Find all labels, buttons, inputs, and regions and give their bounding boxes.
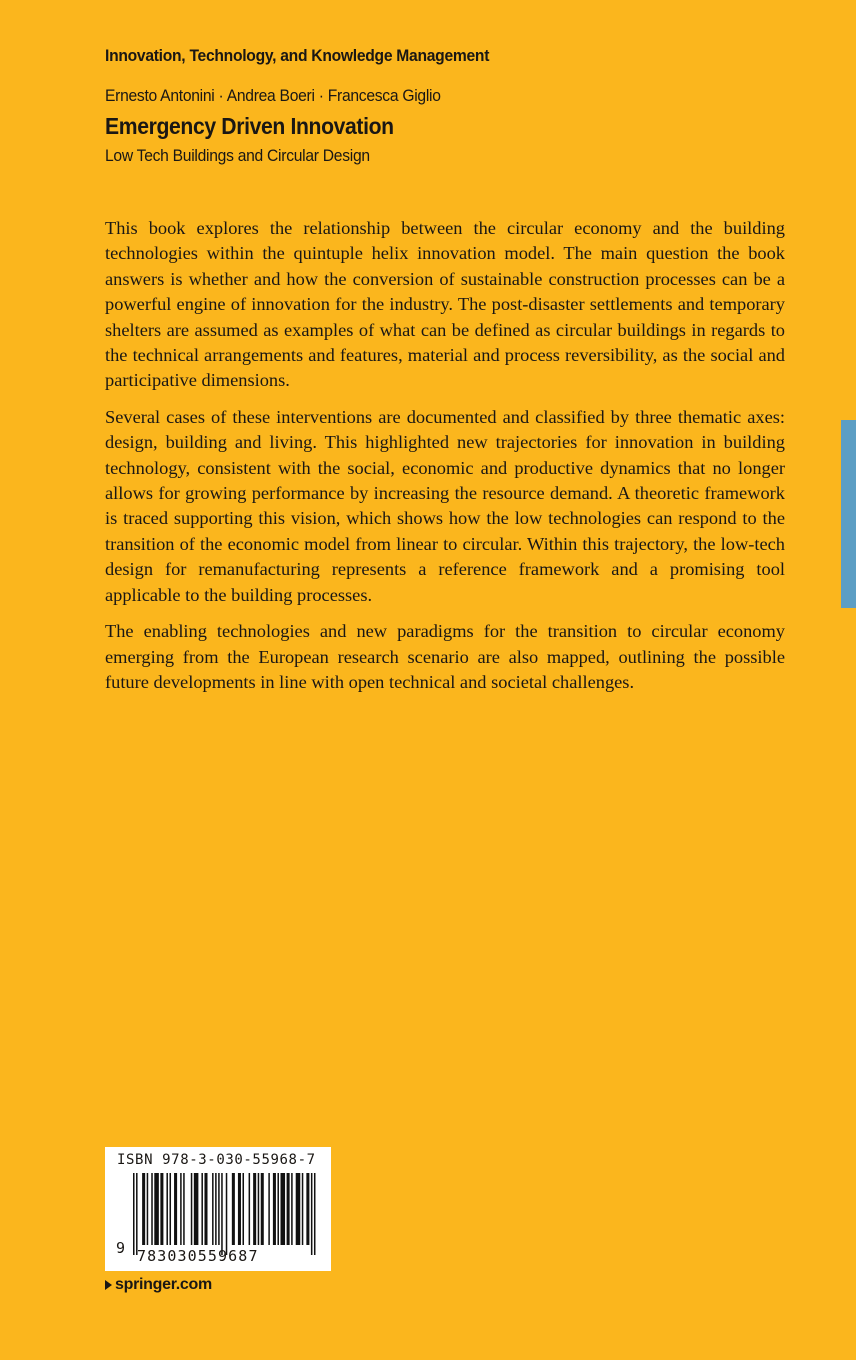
barcode-bar [273, 1173, 276, 1245]
barcode-bar [142, 1173, 145, 1245]
barcode-bar [147, 1173, 149, 1245]
barcode-bar [287, 1173, 290, 1245]
barcode-bar [154, 1173, 159, 1245]
barcode-bar [302, 1173, 304, 1245]
barcode-panel [105, 1147, 331, 1271]
spine-color-tab [841, 420, 856, 608]
barcode-image [133, 1173, 317, 1255]
arrow-right-icon [105, 1280, 112, 1290]
barcode-bar [170, 1173, 172, 1245]
book-subtitle: Low Tech Buildings and Circular Design [105, 146, 370, 165]
barcode-bar [314, 1173, 316, 1255]
barcode-bar [306, 1173, 309, 1245]
barcode-bar [249, 1173, 251, 1245]
barcode-digits: 783030559687 [137, 1247, 259, 1265]
barcode-bar [232, 1173, 235, 1245]
barcode-bar [201, 1173, 203, 1245]
publisher-url: springer.com [115, 1276, 212, 1293]
barcode-bar [238, 1173, 241, 1245]
barcode-bar [261, 1173, 264, 1245]
blurb-paragraph: The enabling technologies and new paradigms for the transition to circular economy emerging from the European research scenario are also mapped, outlining the possible future developments in line with open technical and societal challenges. [105, 621, 785, 692]
barcode-bar [253, 1173, 256, 1245]
barcode-bar [268, 1173, 270, 1245]
barcode-bar [218, 1173, 220, 1245]
barcode-bar [174, 1173, 177, 1245]
barcode-bar [133, 1173, 135, 1255]
barcode-bar [191, 1173, 193, 1245]
blurb-paragraph: Several cases of these interventions are documented and classified by three thematic axes: design, building and living. This highlighted new trajectories for innovation in building technology, consistent with the social, economic and productive dynamics that no longer allows for growing performance by increasing the resource demand. A theoretic framework is traced supporting this vision, which shows how the low technologies can respond to the transition of the economic model from linear to circular. Within this trajectory, the low-tech design for remanufacturing represents a reference framework and a promising tool applicable to the building processes. [105, 406, 785, 605]
barcode-bar [291, 1173, 293, 1245]
barcode-bar [277, 1173, 279, 1245]
isbn-label: ISBN 978-3-030-55968-7 [117, 1152, 316, 1168]
barcode-bar [166, 1173, 168, 1245]
barcode-bar [311, 1173, 313, 1255]
barcode-bar [183, 1173, 185, 1245]
barcode-bar [136, 1173, 138, 1255]
barcode-bar [160, 1173, 163, 1245]
barcode-first-digit: 9 [116, 1239, 126, 1257]
barcode-bar [215, 1173, 217, 1245]
series-title: Innovation, Technology, and Knowledge Management [105, 46, 490, 65]
barcode-bar [242, 1173, 244, 1245]
publisher-link[interactable] [105, 1276, 212, 1294]
barcode-bar [151, 1173, 153, 1245]
barcode-bar [221, 1173, 223, 1255]
barcode-bar [180, 1173, 182, 1245]
barcode-bar [194, 1173, 199, 1245]
barcode-bar [226, 1173, 228, 1255]
barcode-bar [258, 1173, 260, 1245]
barcode-bar [281, 1173, 286, 1245]
book-authors: Ernesto Antonini · Andrea Boeri · Francesca Giglio [105, 86, 441, 105]
book-blurb [105, 216, 785, 706]
barcode-bar [204, 1173, 207, 1245]
book-title: Emergency Driven Innovation [105, 113, 394, 139]
barcode-bar [212, 1173, 214, 1245]
blurb-paragraph: This book explores the relationship between the circular economy and the building technologies within the quintuple helix innovation model. The main question the book answers is whether and how the conversion of sustainable construction processes can be a powerful engine of innovation for the industry. The post-disaster settlements and temporary shelters are assumed as examples of what can be defined as circular buildings in regards to the technical arrangements and features, material and process reversibility, as the social and participative dimensions. [105, 218, 785, 391]
barcode-bar [296, 1173, 301, 1245]
